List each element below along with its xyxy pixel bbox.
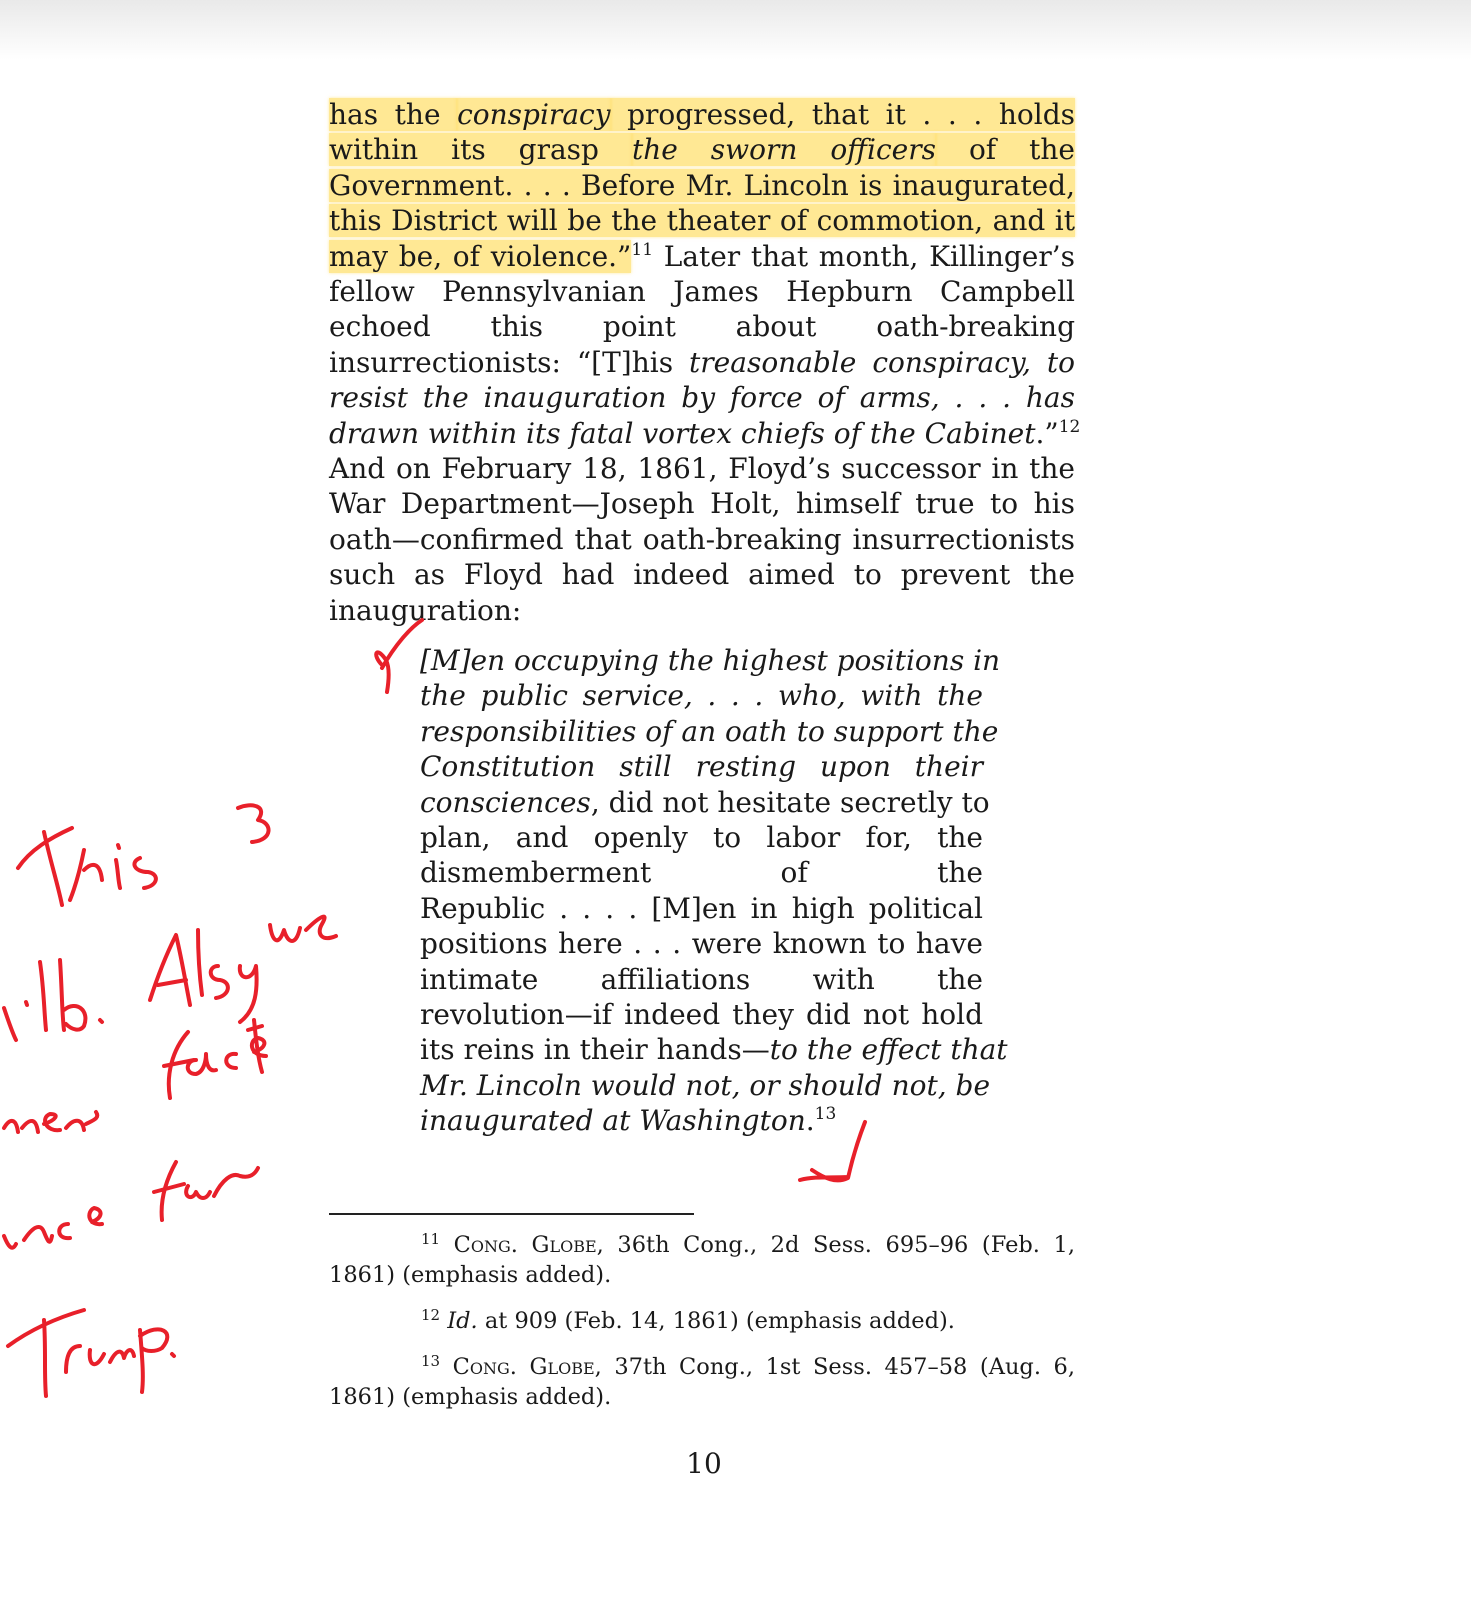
text-segment: intimate affiliations with the <box>420 962 983 996</box>
text-segment: inauguration: <box>329 593 522 627</box>
text-segment: treasonable conspiracy, to <box>689 345 1075 379</box>
text-line <box>420 1032 1008 1067</box>
highlighted-text: conspiracy <box>457 98 611 131</box>
text-line <box>420 962 983 997</box>
text-segment: responsibilities of an oath to support the <box>420 714 999 748</box>
footnote-ref: 11 <box>631 239 654 260</box>
text-segment: Mr. Lincoln would not, or should not, be <box>420 1068 991 1102</box>
text-segment: resist the inauguration by force of arms, . . . has <box>329 381 1075 415</box>
text-line <box>329 522 1075 557</box>
text-segment: insurrectionists: “[T]his <box>329 345 690 379</box>
text-line <box>420 1103 983 1138</box>
text-segment: dismemberment of the <box>420 856 983 890</box>
text-line <box>420 678 983 713</box>
footnote-line <box>329 1306 1075 1336</box>
text-segment: Republic . . . . [M]en in high political <box>420 891 983 925</box>
footnote-line: 1861) (emphasis added). <box>329 1384 612 1410</box>
text-line <box>329 380 1075 415</box>
page-number: 10 <box>686 1447 722 1480</box>
footnote-line <box>329 1230 1075 1260</box>
text-line <box>420 714 999 749</box>
text-segment: And on February 18, 1861, Floyd’s successor in the <box>329 452 1075 486</box>
text-line <box>420 820 983 855</box>
text-segment: War Department—Joseph Holt, himself true to his <box>329 487 1075 521</box>
text-segment: fellow Pennsylvanian James Hepburn Campbell <box>329 275 1075 309</box>
text-segment: echoed this point about oath-breaking <box>329 310 1075 344</box>
text-segment: oath—confirmed that oath-breaking insurrectionists <box>329 522 1075 556</box>
text-line <box>329 132 1075 167</box>
text-line <box>420 1068 991 1103</box>
text-segment: consciences <box>420 785 591 819</box>
text-line <box>420 997 983 1032</box>
text-line <box>329 239 1075 274</box>
text-line <box>329 486 1075 521</box>
text-segment: [M]en occupying the highest positions in <box>420 644 1001 677</box>
text-line <box>420 643 1001 678</box>
footnote-number: 12 <box>421 1306 441 1324</box>
body-paragraph <box>329 97 1081 628</box>
highlighted-text: has the <box>329 98 458 131</box>
highlighted-text: this District will be the theater of commotion, and it <box>329 204 1075 238</box>
highlighted-text: progressed, that it . . . holds <box>610 98 1075 131</box>
text-segment: positions here . . . were known to have <box>420 927 983 961</box>
text-segment: Cong. Globe <box>452 1354 595 1380</box>
text-line <box>329 557 1075 592</box>
text-segment: Id. <box>447 1308 478 1334</box>
text-segment: plan, and openly to labor for, the <box>420 821 983 855</box>
text-segment: , 37th Cong., 1st Sess. 457–58 (Aug. 6, <box>594 1354 1076 1380</box>
text-segment: its reins in their hands— <box>420 1033 770 1067</box>
text-line <box>420 785 990 820</box>
text-line <box>329 168 1075 203</box>
text-line <box>329 345 1075 380</box>
text-line <box>329 274 1075 309</box>
block-quote <box>420 643 1008 1139</box>
text-line <box>329 203 1075 238</box>
footnote-separator <box>329 1213 694 1215</box>
text-segment: Later that month, Killinger’s <box>653 239 1075 273</box>
highlighted-text: may be, of violence.” <box>329 239 632 273</box>
text-line <box>420 926 983 961</box>
text-segment: Cong. Globe <box>453 1232 597 1258</box>
text-segment: . <box>805 1104 815 1138</box>
footnote-line <box>329 1352 1075 1382</box>
text-segment: drawn within its fatal vortex chiefs of the Cabinet <box>329 416 1036 450</box>
highlighted-text: within its grasp <box>329 133 632 167</box>
footnote-11 <box>329 1230 1075 1290</box>
text-segment: Constitution still resting upon their <box>420 750 983 784</box>
text-segment: such as Floyd had indeed aimed to prevent the <box>329 558 1075 592</box>
text-segment: at 909 (Feb. 14, 1861) (emphasis added). <box>477 1308 955 1334</box>
footnote-line: 1861) (emphasis added). <box>329 1262 612 1288</box>
footnote-12 <box>329 1306 1075 1336</box>
text-line <box>420 855 983 890</box>
footnote-number: 11 <box>421 1230 441 1248</box>
text-segment: .” <box>1035 416 1059 450</box>
highlighted-text: of the <box>935 133 1075 167</box>
text-line <box>329 97 1075 132</box>
text-segment: inaugurated at Washington <box>420 1104 806 1138</box>
text-line <box>329 416 1081 451</box>
text-line <box>420 749 983 784</box>
text-segment: , 36th Cong., 2d Sess. 695–96 (Feb. 1, <box>596 1232 1075 1258</box>
footnote-ref: 13 <box>814 1104 837 1125</box>
text-segment: , did not hesitate secretly to <box>590 785 990 819</box>
footnote-number: 13 <box>421 1352 441 1370</box>
text-line <box>329 451 1075 486</box>
highlighted-text: the sworn officers <box>631 133 936 167</box>
text-segment: the public service, . . . who, with the <box>420 679 983 713</box>
text-line <box>420 891 983 926</box>
footnote-13 <box>329 1352 1075 1412</box>
text-line <box>329 309 1075 344</box>
highlighted-text: Government. . . . Before Mr. Lincoln is inaugurated, <box>329 168 1075 202</box>
text-segment: to the effect that <box>769 1033 1008 1067</box>
text-segment: revolution—if indeed they did not hold <box>420 998 983 1032</box>
text-line <box>329 593 1075 628</box>
footnote-ref: 12 <box>1058 416 1081 437</box>
